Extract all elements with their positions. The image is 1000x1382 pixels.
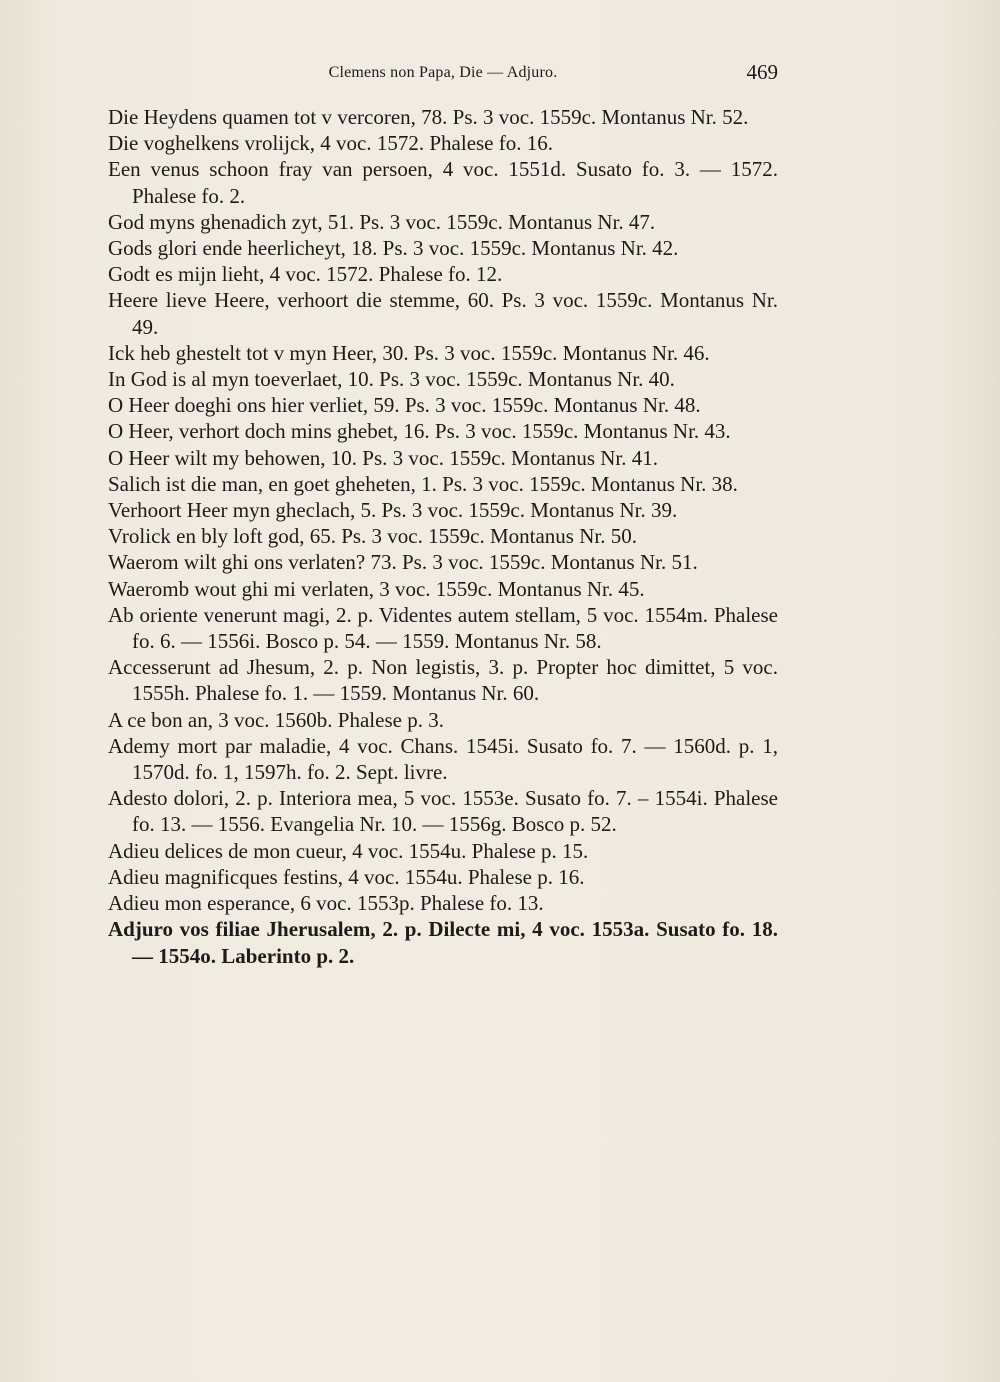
catalogue-entry: Adjuro vos filiae Jherusalem, 2. p. Dilecte mi, 4 voc. 1553a. Susato fo. 18. — 1554o. Laberinto p. 2. (108, 917, 778, 968)
catalogue-entry: A ce bon an, 3 voc. 1560b. Phalese p. 3. (108, 707, 444, 732)
catalogue-entry: Adieu mon esperance, 6 voc. 1553p. Phalese fo. 13. (108, 891, 544, 916)
catalogue-entry: Een venus schoon fray van persoen, 4 voc. 1551d. Susato fo. 3. — 1572. Phalese fo. 2. (108, 157, 778, 208)
catalogue-entry: In God is al myn toeverlaet, 10. Ps. 3 voc. 1559c. Montanus Nr. 40. (108, 367, 675, 392)
catalogue-entry: Ick heb ghestelt tot v myn Heer, 30. Ps. 3 voc. 1559c. Montanus Nr. 46. (108, 340, 710, 365)
catalogue-entry: Adieu magnificques festins, 4 voc. 1554u. Phalese p. 16. (108, 864, 585, 889)
catalogue-entry: Ab oriente venerunt magi, 2. p. Videntes autem stellam, 5 voc. 1554m. Phalese fo. 6. — 1556i. Bosco p. 54. — 1559. Montanus Nr. 58. (108, 602, 778, 654)
catalogue-entry: Adesto dolori, 2. p. Interiora mea, 5 voc. 1553e. Susato fo. 7. – 1554i. Phalese fo. 13. — 1556. Evangelia Nr. 10. — 1556g. Bosco p. 52. (108, 786, 778, 837)
catalogue-entry: Salich ist die man, en goet gheheten, 1. Ps. 3 voc. 1559c. Montanus Nr. 38. (108, 471, 738, 496)
catalogue-entry: Gods glori ende heerlicheyt, 18. Ps. 3 voc. 1559c. Montanus Nr. 42. (108, 236, 679, 261)
catalogue-entry: God myns ghenadich zyt, 51. Ps. 3 voc. 1559c. Montanus Nr. 47. (108, 209, 656, 234)
catalogue-entry: Waerom wilt ghi ons verlaten? 73. Ps. 3 voc. 1559c. Montanus Nr. 51. (108, 550, 698, 575)
catalogue-entry: Heere lieve Heere, verhoort die stemme, 60. Ps. 3 voc. 1559c. Montanus Nr. 49. (108, 288, 778, 339)
page-number: 469 (746, 60, 778, 84)
catalogue-entry: O Heer, verhort doch mins ghebet, 16. Ps. 3 voc. 1559c. Montanus Nr. 43. (108, 419, 731, 444)
catalogue-entry: Die voghelkens vrolijck, 4 voc. 1572. Phalese fo. 16. (108, 131, 553, 156)
catalogue-entry: Waeromb wout ghi mi verlaten, 3 voc. 1559c. Montanus Nr. 45. (108, 576, 645, 601)
running-title: Clemens non Papa, Die — Adjuro. (328, 64, 558, 81)
catalogue-entry: Die Heydens quamen tot v vercoren, 78. Ps. 3 voc. 1559c. Montanus Nr. 52. (108, 105, 749, 129)
catalogue-entry: Vrolick en bly loft god, 65. Ps. 3 voc. 1559c. Montanus Nr. 50. (108, 524, 637, 549)
catalogue-entry: Godt es mijn lieht, 4 voc. 1572. Phalese fo. 12. (108, 262, 503, 287)
catalogue-entry: O Heer doeghi ons hier verliet, 59. Ps. 3 voc. 1559c. Montanus Nr. 48. (108, 393, 701, 418)
catalogue-entry: Verhoort Heer myn gheclach, 5. Ps. 3 voc. 1559c. Montanus Nr. 39. (108, 498, 678, 523)
catalogue-entry: Accesserunt ad Jhesum, 2. p. Non legistis, 3. p. Propter hoc dimittet, 5 voc. 1555h. Phalese fo. 1. — 1559. Montanus Nr. 60. (108, 655, 778, 706)
catalogue-entry: Adieu delices de mon cueur, 4 voc. 1554u. Phalese p. 15. (108, 838, 589, 863)
page-header (108, 60, 778, 90)
catalogue-entry: O Heer wilt my behowen, 10. Ps. 3 voc. 1559c. Montanus Nr. 41. (108, 445, 659, 470)
catalogue-entries (108, 104, 778, 969)
catalogue-entry: Ademy mort par maladie, 4 voc. Chans. 1545i. Susato fo. 7. — 1560d. p. 1, 1570d. fo. 1, 1597h. fo. 2. Sept. livre. (108, 733, 778, 785)
